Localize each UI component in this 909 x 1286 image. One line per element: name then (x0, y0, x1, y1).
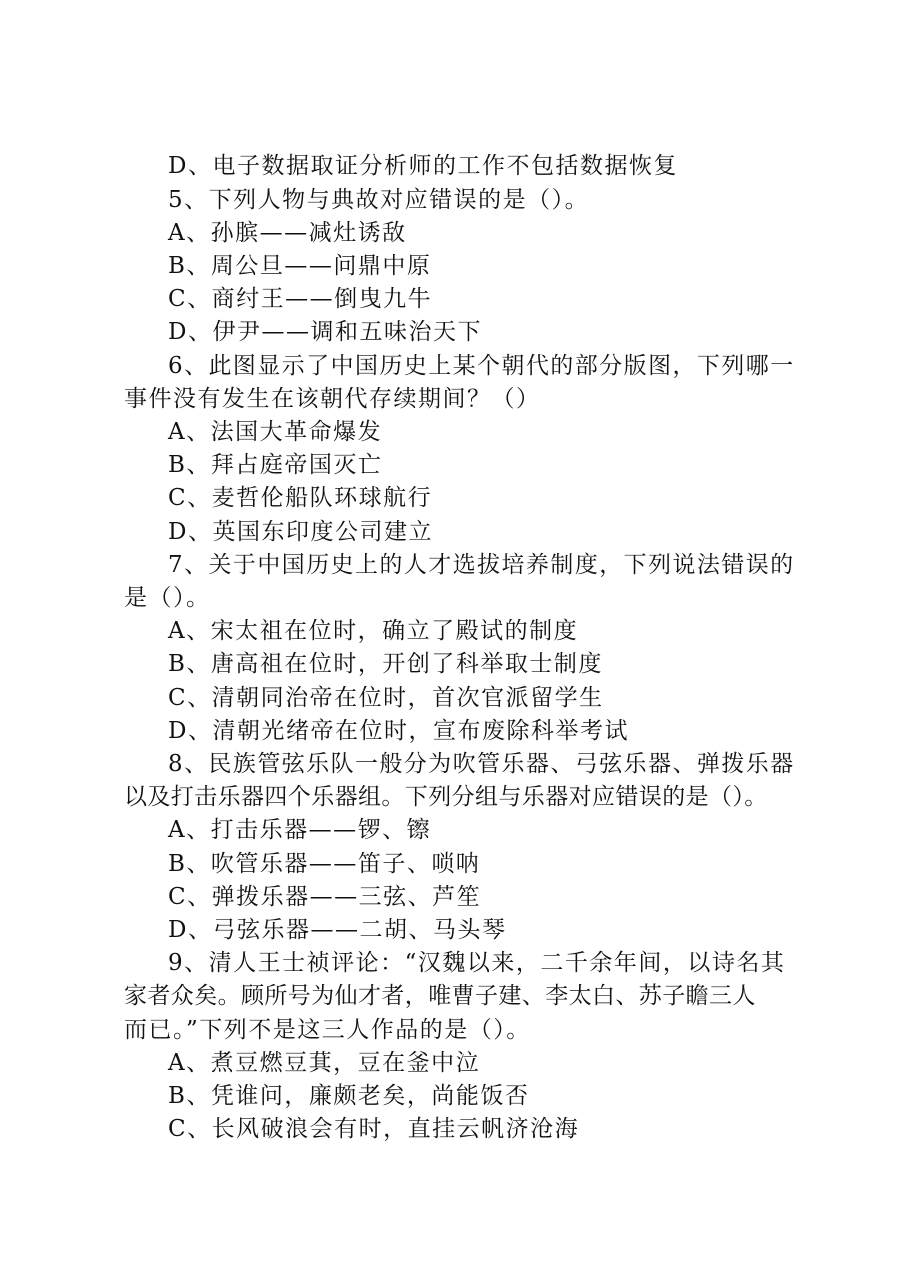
option-8a: A、打击乐器——锣、镲 (168, 817, 432, 843)
question-9-line-1: 9、清人王士祯评论：“汉魏以来，二千余年间，以诗名其 (168, 950, 786, 976)
option-5b: B、周公旦——问鼎中原 (168, 253, 432, 279)
option-9a: A、煮豆燃豆萁，豆在釜中泣 (168, 1050, 481, 1076)
question-8-line-1: 8、民族管弦乐队一般分为吹管乐器、弓弦乐器、弹拨乐器 (168, 751, 795, 777)
question-8-line-2: 以及打击乐器四个乐器组。下列分组与乐器对应错误的是（）。 (124, 784, 768, 810)
option-4d: D、电子数据取证分析师的工作不包括数据恢复 (168, 153, 678, 179)
option-7c: C、清朝同治帝在位时，首次官派留学生 (168, 685, 604, 711)
option-8d: D、弓弦乐器——二胡、马头琴 (168, 917, 507, 943)
option-6b: B、拜占庭帝国灭亡 (168, 452, 383, 478)
question-9-line-2: 家者众矣。顾所号为仙才者，唯曹子建、李太白、苏子瞻三人 (124, 983, 756, 1009)
question-9-line-3: 而已。”下列不是这三人作品的是（）。 (124, 1017, 531, 1043)
option-5d: D、伊尹——调和五味治天下 (168, 319, 482, 345)
option-5a: A、孙膑——减灶诱敌 (168, 220, 407, 246)
option-9c: C、长风破浪会有时，直挂云帆济沧海 (168, 1116, 580, 1142)
option-7a: A、宋太祖在位时，确立了殿试的制度 (168, 618, 579, 644)
option-6d: D、英国东印度公司建立 (168, 519, 433, 545)
option-8b: B、吹管乐器——笛子、唢呐 (168, 851, 481, 877)
question-6-line-1: 6、此图显示了中国历史上某个朝代的部分版图，下列哪一 (168, 353, 795, 379)
question-7-line-2: 是（）。 (124, 585, 211, 611)
option-8c: C、弹拨乐器——三弦、芦笙 (168, 884, 482, 910)
option-7d: D、清朝光绪帝在位时，宣布废除科举考试 (168, 718, 629, 744)
question-6-line-2: 事件没有发生在该朝代存续期间？（） (124, 386, 541, 412)
question-5: 5、下列人物与典故对应错误的是（）。 (168, 187, 590, 213)
option-9b: B、凭谁问，廉颇老矣，尚能饭否 (168, 1083, 530, 1109)
option-6c: C、麦哲伦船队环球航行 (168, 485, 433, 511)
question-7-line-1: 7、关于中国历史上的人才选拔培养制度，下列说法错误的 (168, 552, 795, 578)
option-5c: C、商纣王——倒曳九牛 (168, 286, 433, 312)
option-7b: B、唐高祖在位时，开创了科举取士制度 (168, 651, 603, 677)
option-6a: A、法国大革命爆发 (168, 419, 383, 445)
